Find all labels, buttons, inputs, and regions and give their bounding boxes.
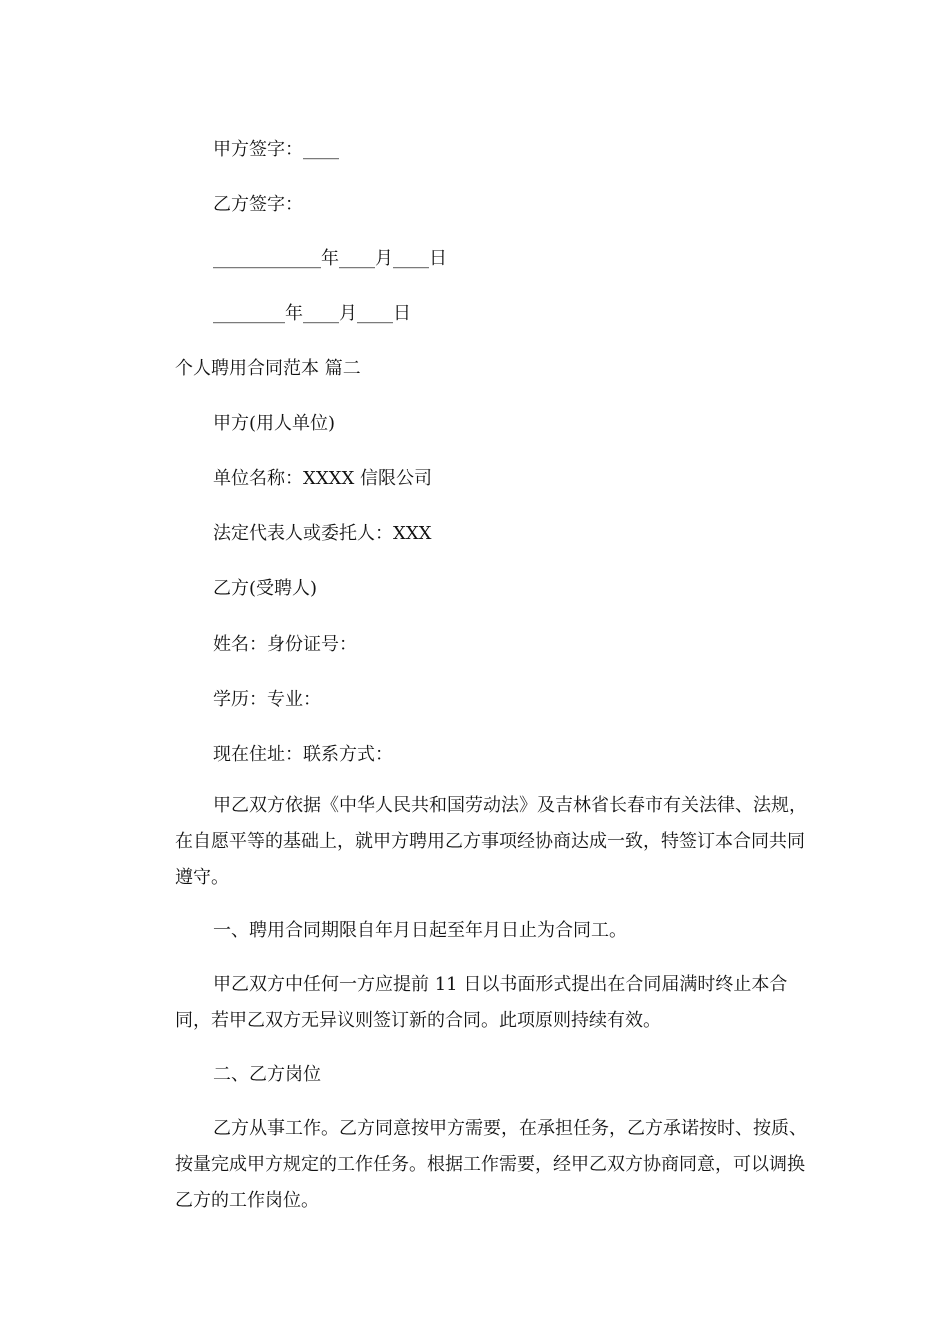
legal-representative: 法定代表人或委托人：XXX (213, 523, 432, 544)
date-line-2: ________年____月____日 (213, 303, 411, 324)
education-major-line: 学历：专业： (213, 689, 321, 710)
company-name: 单位名称：XXXX 信限公司 (213, 468, 432, 489)
section-title: 个人聘用合同范本 篇二 (175, 358, 361, 379)
party-b-signature-line: 乙方签字： (213, 194, 303, 215)
intro-paragraph: 甲乙双方依据《中华人民共和国劳动法》及吉林省长春市有关法律、法规，在自愿平等的基础上，就甲方聘用乙方事项经协商达成一致，特签订本合同共同遵守。 (175, 795, 807, 888)
name-id-line: 姓名：身份证号： (213, 634, 357, 655)
party-b-label: 乙方(受聘人) (213, 578, 318, 599)
address-contact-line: 现在住址：联系方式： (213, 744, 393, 765)
clause-1-body: 甲乙双方中任何一方应提前 11 日以书面形式提出在合同届满时终止本合同，若甲乙双方无异议则签订新的合同。此项原则持续有效。 (175, 974, 788, 1031)
date-line-1: ____________年____月____日 (213, 248, 447, 269)
clause-2-body: 乙方从事工作。乙方同意按甲方需要，在承担任务，乙方承诺按时、按质、按量完成甲方规定的工作任务。根据工作需要，经甲乙双方协商同意，可以调换乙方的工作岗位。 (175, 1118, 807, 1211)
clause-1-title: 一、聘用合同期限自年月日起至年月日止为合同工。 (213, 920, 627, 941)
party-a-label: 甲方(用人单位) (213, 413, 336, 434)
clause-2-title: 二、乙方岗位 (213, 1064, 321, 1085)
party-a-signature-line: 甲方签字：____ (213, 139, 339, 160)
